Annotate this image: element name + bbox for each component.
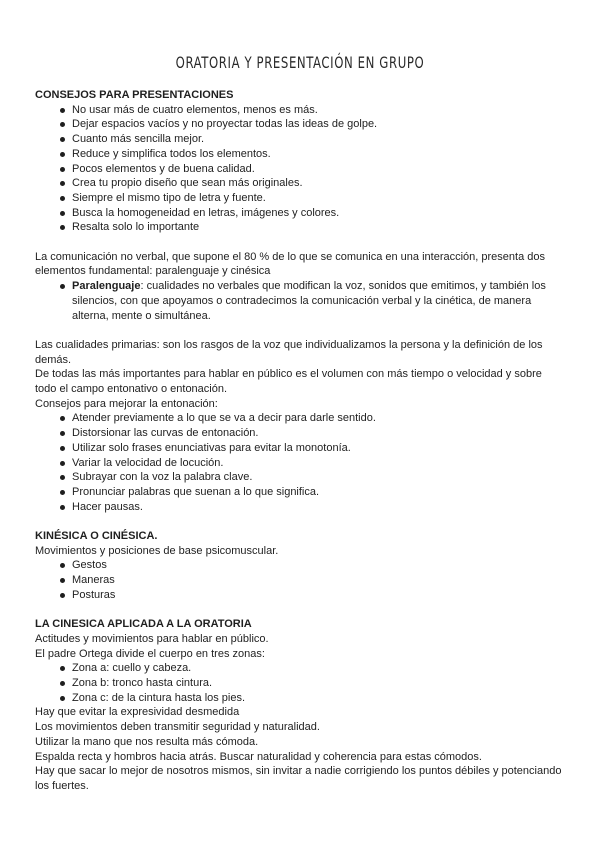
cinesica-line: Hay que evitar la expresividad desmedida bbox=[35, 706, 240, 719]
cualidades-paragraph: Las cualidades primarias: son los rasgos de la voz que individualizamos la persona y la definición de los demás. bbox=[35, 338, 543, 366]
list-item: Gestos bbox=[35, 558, 565, 573]
list-item: Cuanto más sencilla mejor. bbox=[35, 132, 565, 147]
cinesica-p1: Actitudes y movimientos para hablar en público. bbox=[35, 632, 269, 645]
list-item: Utilizar solo frases enunciativas para evitar la monotonía. bbox=[35, 441, 565, 456]
paralenguaje-definition: : cualidades no verbales que modifican la voz, sonidos que emitimos, y también los silencios, con que apoyamos o contradecimos la comunicación verbal y la cinética, de manera alterna, mente o simultánea. bbox=[72, 280, 546, 322]
paralenguaje-list bbox=[35, 279, 565, 323]
list-item: Pronunciar palabras que suenan a lo que significa. bbox=[35, 485, 565, 500]
section-heading-cinesica-oratoria: LA CINESICA APLICADA A LA ORATORIA bbox=[35, 618, 252, 631]
kinesica-list bbox=[35, 558, 565, 602]
list-item: Dejar espacios vacíos y no proyectar todas las ideas de golpe. bbox=[35, 117, 565, 132]
volumen-paragraph: De todas las más importantes para hablar en público es el volumen con más tiempo o velocidad y sobre todo el campo entonativo o entonación. bbox=[35, 368, 542, 396]
document-title: ORATORIA Y PRESENTACIÓN EN GRUPO bbox=[175, 54, 425, 73]
section-heading-consejos: CONSEJOS PARA PRESENTACIONES bbox=[35, 89, 234, 101]
list-item: Zona c: de la cintura hasta los pies. bbox=[35, 691, 565, 706]
list-item: Resalta solo lo importante bbox=[35, 220, 565, 235]
list-item: No usar más de cuatro elementos, menos es más. bbox=[35, 103, 565, 118]
document-body bbox=[35, 88, 565, 794]
list-item: Zona b: tronco hasta cintura. bbox=[35, 676, 565, 691]
cinesica-line: Utilizar la mano que nos resulta más cómoda. bbox=[35, 735, 259, 748]
cinesica-line: Espalda recta y hombros hacia atrás. Buscar naturalidad y coherencia para estas cómodos. bbox=[35, 750, 482, 763]
cinesica-line: Hay que sacar lo mejor de nosotros mismos, sin invitar a nadie corrigiendo los puntos débiles y potenciando los fuertes. bbox=[35, 765, 562, 792]
list-item: Reduce y simplifica todos los elementos. bbox=[35, 147, 565, 162]
kinesica-intro: Movimientos y posiciones de base psicomuscular. bbox=[35, 544, 279, 557]
list-item: Hacer pausas. bbox=[35, 500, 565, 515]
list-item: Busca la homogeneidad en letras, imágenes y colores. bbox=[35, 206, 565, 221]
list-item: Variar la velocidad de locución. bbox=[35, 456, 565, 471]
list-item: Siempre el mismo tipo de letra y fuente. bbox=[35, 191, 565, 206]
list-item: Distorsionar las curvas de entonación. bbox=[35, 426, 565, 441]
paralenguaje-term: Paralenguaje bbox=[72, 280, 141, 293]
list-item: Pocos elementos y de buena calidad. bbox=[35, 162, 565, 177]
entonacion-intro: Consejos para mejorar la entonación: bbox=[35, 397, 218, 410]
section-heading-kinesica: KINÉSICA O CINÉSICA. bbox=[35, 530, 158, 543]
list-item: Subrayar con la voz la palabra clave. bbox=[35, 470, 565, 485]
list-item: Posturas bbox=[35, 588, 565, 603]
consejos-list bbox=[35, 103, 565, 235]
list-item bbox=[35, 279, 565, 323]
list-item: Atender previamente a lo que se va a decir para darle sentido. bbox=[35, 411, 565, 426]
list-item: Zona a: cuello y cabeza. bbox=[35, 661, 565, 676]
list-item: Crea tu propio diseño que sean más originales. bbox=[35, 176, 565, 191]
zonas-list bbox=[35, 661, 565, 705]
list-item: Maneras bbox=[35, 573, 565, 588]
cinesica-line: Los movimientos deben transmitir seguridad y naturalidad. bbox=[35, 721, 320, 734]
cinesica-p2: El padre Ortega divide el cuerpo en tres zonas: bbox=[35, 647, 265, 660]
entonacion-list bbox=[35, 411, 565, 514]
comunicacion-intro: La comunicación no verbal, que supone el 80 % de lo que se comunica en una interacción, presenta dos elementos fundamental: paralenguaje y cinésica bbox=[35, 250, 546, 278]
